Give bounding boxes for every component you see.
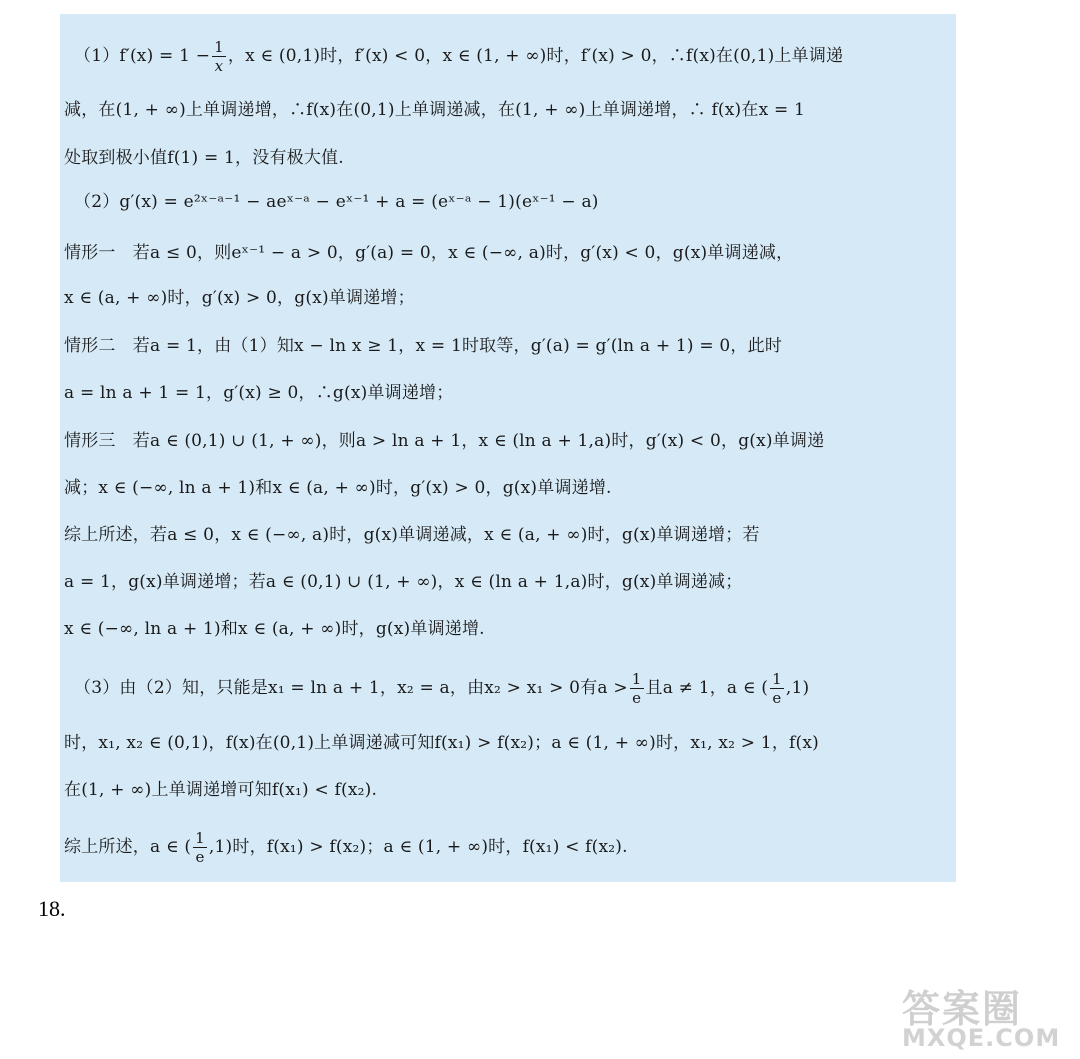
fraction-numerator: 1 (772, 670, 782, 688)
solution-text: （1）f′(x) = 1 − (74, 46, 211, 66)
solution-line-15: 时，x₁, x₂ ∈ (0,1)，f(x)在(0,1)上单调递减可知f(x₁) > f(x₂)；a ∈ (1, + ∞)时，x₁, x₂ > 1，f(x) (64, 733, 819, 753)
fraction (193, 829, 207, 866)
solution-line-2: 减，在(1, + ∞)上单调递增，∴f(x)在(0,1)上单调递减，在(1, + ∞)上单调递增，∴ f(x)在x = 1 (64, 100, 806, 120)
fraction-numerator: 1 (631, 670, 642, 688)
solution-line-4: （2）g′(x) = e²ˣ⁻ᵃ⁻¹ − aeˣ⁻ᵃ − eˣ⁻¹ + a = (eˣ⁻ᵃ − 1)(eˣ⁻¹ − a) (74, 192, 599, 212)
solution-text: ,1)时，f(x₁) > f(x₂)；a ∈ (1, + ∞)时，f(x₁) < f(x₂). (208, 837, 628, 857)
solution-line-17 (64, 829, 628, 866)
solution-line-1 (74, 38, 843, 75)
solution-line-13: x ∈ (−∞, ln a + 1)和x ∈ (a, + ∞)时，g(x)单调递增. (64, 619, 485, 639)
fraction-numerator: 1 (214, 38, 224, 56)
solution-line-14 (74, 670, 809, 707)
solution-line-10: 减；x ∈ (−∞, ln a + 1)和x ∈ (a, + ∞)时，g′(x) > 0，g(x)单调递增. (64, 478, 612, 498)
fraction-denominator: x (214, 57, 224, 75)
solution-text: 且a ≠ 1，a ∈ ( (645, 678, 769, 698)
fraction (212, 38, 226, 75)
solution-line-5: 情形一 若a ≤ 0，则eˣ⁻¹ − a > 0，g′(a) = 0，x ∈ (−∞, a)时，g′(x) < 0，g(x)单调递减， (64, 243, 794, 263)
solution-line-12: a = 1，g(x)单调递增；若a ∈ (0,1) ∪ (1, + ∞)，x ∈ (ln a + 1,a)时，g(x)单调递减； (64, 572, 743, 592)
fraction (630, 670, 644, 707)
solution-line-6: x ∈ (a, + ∞)时，g′(x) > 0，g(x)单调递增； (64, 288, 415, 308)
solution-line-8: a = ln a + 1 = 1，g′(x) ≥ 0，∴g(x)单调递增； (64, 383, 454, 403)
solution-text: （3）由（2）知，只能是x₁ = ln a + 1，x₂ = a，由x₂ > x₁ > 0有a > (74, 678, 628, 698)
fraction-denominator: e (632, 689, 642, 707)
fraction-numerator: 1 (195, 829, 205, 847)
watermark-url: MXQE.COM (902, 1024, 1061, 1052)
fraction-denominator: e (195, 848, 205, 866)
fraction (770, 670, 784, 707)
solution-text: 综上所述，a ∈ ( (64, 837, 192, 857)
solution-text: ,1) (785, 678, 810, 698)
fraction-denominator: e (772, 689, 782, 707)
solution-panel (60, 14, 956, 882)
watermark (902, 978, 1061, 1056)
solution-line-16: 在(1, + ∞)上单调递增可知f(x₁) < f(x₂). (64, 780, 378, 800)
solution-line-7: 情形二 若a = 1，由（1）知x − ln x ≥ 1，x = 1时取等，g′(a) = g′(ln a + 1) = 0，此时 (64, 336, 783, 356)
solution-line-9: 情形三 若a ∈ (0,1) ∪ (1, + ∞)，则a > ln a + 1，x ∈ (ln a + 1,a)时，g′(x) < 0，g(x)单调递 (64, 431, 825, 451)
watermark-logo: 答案圈 (902, 987, 1023, 1031)
solution-line-11: 综上所述，若a ≤ 0，x ∈ (−∞, a)时，g(x)单调递减，x ∈ (a, + ∞)时，g(x)单调递增；若 (64, 525, 760, 545)
solution-text: ，x ∈ (0,1)时，f′(x) < 0，x ∈ (1, + ∞)时，f′(x) > 0，∴f(x)在(0,1)上单调递 (227, 46, 844, 66)
solution-line-3: 处取到极小值f(1) = 1，没有极大值. (64, 148, 344, 168)
problem-number: 18. (38, 896, 66, 921)
